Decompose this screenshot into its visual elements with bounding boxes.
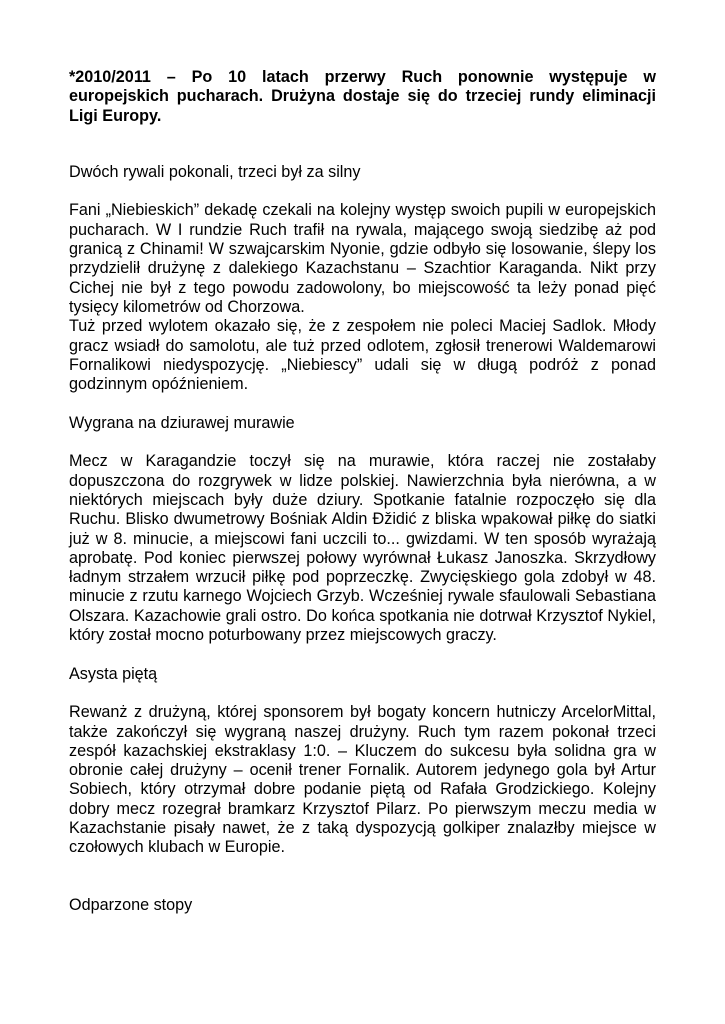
document-title: *2010/2011 – Po 10 latach przerwy Ruch ponownie występuje w europejskich pucharach. Drużyna dostaje się do trzeciej rundy eliminacji Ligi Europy. xyxy=(69,68,656,125)
spacer xyxy=(69,645,656,664)
spacer xyxy=(69,394,656,413)
spacer xyxy=(69,684,656,703)
spacer xyxy=(69,433,656,452)
section-heading-heel-assist: Asysta piętą xyxy=(69,664,158,683)
paragraph-departure: Tuż przed wylotem okazało się, że z zespołem nie poleci Maciej Sadlok. Młody gracz wsiadł do samolotu, ale tuż przed odlotem, zgłosił trenerowi Waldemarowi Fornalikowi niedyspozycję. „Niebiescy” udali się w długą podróż z ponad godzinnym opóźnieniem. xyxy=(69,317,656,394)
document-body xyxy=(69,68,656,915)
paragraph-fans: Fani „Niebieskich” dekadę czekali na kolejny występ swoich pupili w europejskich pucharach. W I rundzie Ruch trafił na rywala, mającego swoją siedzibę aż pod granicą z Chinami! W szwajcarskim Nyonie, gdzie odbyło się losowanie, ślepy los przydzielił drużynę z dalekiego Kazachstanu – Szachtior Karaganda. Nikt przy Cichej nie był z tego powodu zadowolony, bo miejscowość ta leży ponad pięć tysięcy kilometrów od Chorzowa. xyxy=(69,201,656,316)
section-heading-feet: Odparzone stopy xyxy=(69,896,193,915)
section-heading-rivals: Dwóch rywali pokonali, trzeci był za silny xyxy=(69,162,361,181)
spacer xyxy=(69,858,656,897)
spacer xyxy=(69,126,656,163)
paragraph-rematch: Rewanż z drużyną, której sponsorem był bogaty koncern hutniczy ArcelorMittal, także zakończył się wygraną naszej drużyny. Ruch tym razem pokonał trzeci zespół kazachskiej ekstraklasy 1:0. – Kluczem do sukcesu była solidna gra w obronie całej drużyny – ocenił trener Fornalik. Autorem jedynego gola był Artur Sobiech, który otrzymał dobre podanie piętą od Rafała Grodzickiego. Kolejny dobry mecz rozegrał bramkarz Krzysztof Pilarz. Po pierwszym meczu media w Kazachstanie pisały nawet, że z taką dyspozycją golkiper znalazłby miejsce w czołowych klubach w Europie. xyxy=(69,703,656,857)
paragraph-karaganda-match: Mecz w Karagandzie toczył się na murawie, która raczej nie zostałaby dopuszczona do rozgrywek w lidze polskiej. Nawierzchnia była nierówna, a w niektórych miejscach były duże dziury. Spotkanie fatalnie rozpoczęło się dla Ruchu. Blisko dwumetrowy Bośniak Aldin Đžidić z bliska wpakował piłkę do siatki już w 8. minucie, a miejscowi fani uczcili to... gwizdami. W ten sposób wyrażają aprobatę. Pod koniec pierwszej połowy wyrównał Łukasz Janoszka. Skrzydłowy ładnym strzałem wrzucił piłkę pod poprzeczkę. Zwycięskiego gola zdobył w 48. minucie z rzutu karnego Wojciech Grzyb. Wcześniej rywale sfaulowali Sebastiana Olszara. Kazachowie grali ostro. Do końca spotkania nie dotrwał Krzysztof Nykiel, który został mocno poturbowany przez miejscowych graczy. xyxy=(69,452,656,645)
section-heading-pitch: Wygrana na dziurawej murawie xyxy=(69,413,295,432)
spacer xyxy=(69,182,656,201)
